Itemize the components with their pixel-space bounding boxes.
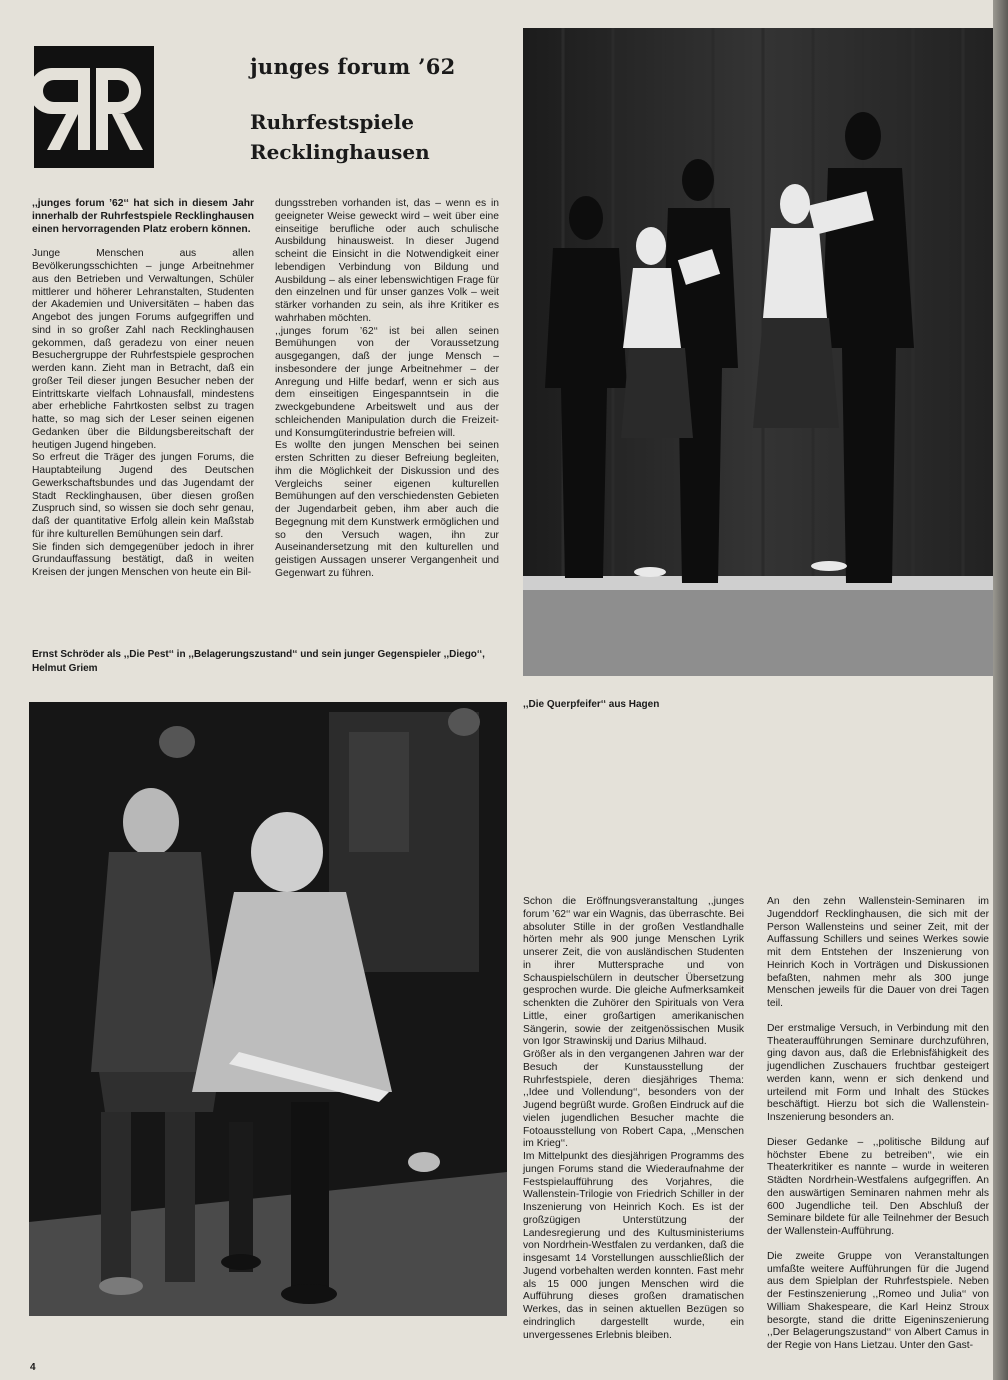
binding-edge bbox=[993, 0, 1008, 1380]
paragraph: Größer als in den vergangenen Jahren war der Besuch der Kunstausstellung der Ruhrfestspiele, deren diesjähriges Thema: ,,Idee und Vollendung‘‘, besonders von der Jugend begrüßt wurde. Großen Eindruck auf die vielen jugendlichen Besucher machte die Fotoausstellung von Robert Capa, ,,Menschen im Krieg‘‘. bbox=[523, 1049, 744, 1150]
subtitle-line-1: Ruhrfestspiele bbox=[250, 110, 414, 134]
article-column-4 bbox=[767, 896, 989, 1353]
photo-caption-left: Ernst Schröder als ,,Die Pest‘‘ in ,,Belagerungszustand‘‘ und sein junger Gegenspieler ,,Diego‘‘, Helmut Griem bbox=[32, 649, 485, 674]
paragraph: dungsstreben vorhanden ist, das – wenn es in geeigneter Weise geweckt wird – weit über eine einseitige berufliche oder auch schulische Ausbildung hinausweist. In dieser Jugend scheint die Einsicht in die Notwendigkeit einer lebendigen Verbindung von Bildung und Ausbildung – als einer lebenswichtigen Frage für den einzelnen und für unser ganzes Volk – weit stärker vorhanden zu sein, als ihre Kritiker es wahrhaben möchten. bbox=[275, 198, 499, 324]
paragraph: Junge Menschen aus allen Bevölkerungsschichten – junge Arbeitnehmer aus den Betrieben und Verwaltungen, Schüler mittlerer und höherer Lehranstalten, Studenten der Akademien und Universitäten – haben das Angebot des jungen Forums aufgegriffen und sind in so großer Zahl nach Recklinghausen gekommen, daß geradezu von einer neuen Besuchergruppe der Ruhrfestspiele gesprochen werden kann. Zieht man in Betracht, daß ein großer Teil dieser jungen Besucher neben der Eintrittskarte vielfach Lohnausfall, mindestens aber erhebliche Fahrtkosten selbst zu tragen hatte, so mag sich der Leser seinen eigenen Gedanken über die Bildungsbereitschaft der heutigen Jugend hingeben. bbox=[32, 248, 254, 451]
querpfeifer-photo bbox=[523, 28, 993, 676]
article-column-2 bbox=[275, 198, 499, 581]
subtitle-line-2: Recklinghausen bbox=[250, 140, 430, 164]
photo-caption-right: ,,Die Querpfeifer‘‘ aus Hagen bbox=[523, 699, 660, 710]
paragraph: An den zehn Wallenstein-Seminaren im Jugenddorf Recklinghausen, die sich mit der Person Wallensteins und seiner Zeit, mit der Auffassung Schillers und seines Werkes sowie mit dem Entstehen der Inszenierung von Heinrich Koch in Vorträgen und Diskussionen befaßten, nahmen mehr als 300 junge Menschen jeweils für die Dauer von drei Tagen teil. bbox=[767, 896, 989, 1009]
paragraph: Der erstmalige Versuch, in Verbindung mit den Theateraufführungen Seminare durchzuführen, ging davon aus, daß die Erlebnisfähigkeit des jugendlichen Zuschauers fruchtbar gesteigert werden kann, wenn er sich denkend und urteilend mit Form und Inhalt des Stückes beschäftigt. Hierzu bot sich die Wallenstein-Inszenierung besonders an. bbox=[767, 1022, 989, 1123]
paragraph: Schon die Eröffnungsveranstaltung ,,junges forum ’62‘‘ war ein Wagnis, das überraschte. Bei absoluter Stille in der großen Vestlandhalle hörten mehr als 900 junge Menschen Lyrik unserer Zeit, die von ausländischen Studenten in ihrer Muttersprache und von Schauspielschülern in deutscher Übersetzung gesprochen wurde. Die gleiche Aufmerksamkeit schenkten die Zuhörer den Spirituals von Vera Little, einer großartigen amerikanischen Sängerin, sowie der zeitgenössischen Musik von Igor Strawinskij und Darius Milhaud. bbox=[523, 896, 744, 1048]
paragraph: Es wollte den jungen Menschen bei seinen ersten Schritten zu dieser Befreiung begleiten, ihm die Möglichkeit der Diskussion und des Vergleichs seiner eigenen kulturellen Bemühungen auf den verschiedensten Gebieten der Jugendarbeit geben, ihm aber auch die Begegnung mit dem Kunstwerk ermöglichen und so den Versuch wagen, ihn zur Auseinandersetzung mit den kulturellen und geistigen Aussagen unserer Vergangenheit und Gegenwart zu führen. bbox=[275, 440, 499, 579]
page-subtitle bbox=[250, 107, 430, 167]
paragraph: ,,junges forum ’62‘‘ ist bei allen seinen Bemühungen von der Voraussetzung ausgegangen, daß der junge Mensch – insbesondere der junge Arbeitnehmer – der Anregung und Hilfe bedarf, wenn er sich aus dem einseitigen Eingespanntsein in die zweckgebundene Arbeitswelt und aus der schleichenden Manipulation durch die Freizeit- und Konsumgüterindustrie befreien will. bbox=[275, 325, 499, 439]
paragraph: Sie finden sich demgegenüber jedoch in ihrer Grundauffassung bestätigt, daß in weiten Kreisen der jungen Menschen von heute ein Bil- bbox=[32, 541, 254, 578]
paragraph: Im Mittelpunkt des diesjährigen Programms des jungen Forums stand die Wiederaufnahme der Festspielaufführung des Vorjahres, die Wallenstein-Trilogie von Friedrich Schiller in der Inszenierung von Heinrich Koch. Es ist der großzügigen Unterstützung der Landesregierung und des Kultusministeriums von Nordrhein-Westfalen zu verdanken, daß die insgesamt 14 Vorstellungen ausschließlich der Jugend vorbehalten werden konnten. Fast mehr als 15 000 jungen Menschen wird die Aufführung dieses großen dramatischen Werkes, das in seinen aktuellen Bezügen so eindringlich dargestellt wurde, ein unvergessenes Erlebnis bleiben. bbox=[523, 1151, 744, 1341]
belagerungszustand-photo bbox=[29, 702, 507, 1316]
ruhrfestspiele-logo bbox=[34, 46, 154, 168]
paragraph: Dieser Gedanke – ,,politische Bildung auf höchster Ebene zu betreiben‘‘, wie ein Theaterkritiker es nannte – wurde in weiteren Städten Nordrhein-Westfalens aufgegriffen. An den auswärtigen Seminaren nahmen mehr als 600 Jugendliche teil. Den Abschluß der Seminare bildete für alle Teilnehmer der Besuch der Wallenstein-Aufführung. bbox=[767, 1136, 989, 1237]
article-column-3 bbox=[523, 896, 744, 1342]
rr-monogram-icon bbox=[34, 46, 154, 168]
page-number: 4 bbox=[30, 1362, 36, 1373]
article-column-1 bbox=[32, 198, 254, 580]
lead-paragraph: ,,junges forum ’62‘‘ hat sich in diesem Jahr innerhalb der Ruhrfestspiele Recklinghausen einen hervorragenden Platz erobern können. bbox=[32, 198, 254, 235]
paragraph: Die zweite Gruppe von Veranstaltungen umfaßte weitere Aufführungen für die Jugend aus dem Spielplan der Ruhrfestspiele. Neben der Festinszenierung ,,Romeo und Julia‘‘ von William Shakespeare, die Karl Heinz Stroux besorgte, stand die dritte Eigeninszenierung ,,Der Belagerungszustand‘‘ von Albert Camus in der Regie von Hans Lietzau. Unter den Gast- bbox=[767, 1250, 989, 1351]
page-title: junges forum ’62 bbox=[250, 54, 456, 79]
paragraph: So erfreut die Träger des jungen Forums, die Hauptabteilung Jugend des Deutschen Gewerkschaftsbundes und das Jugendamt der Stadt Recklinghausen, über diesen großen Zuspruch sind, so wissen sie doch sehr genau, daß der quantitative Erfolg allein kein Maßstab für ihre kulturellen Bemühungen sein darf. bbox=[32, 452, 254, 540]
